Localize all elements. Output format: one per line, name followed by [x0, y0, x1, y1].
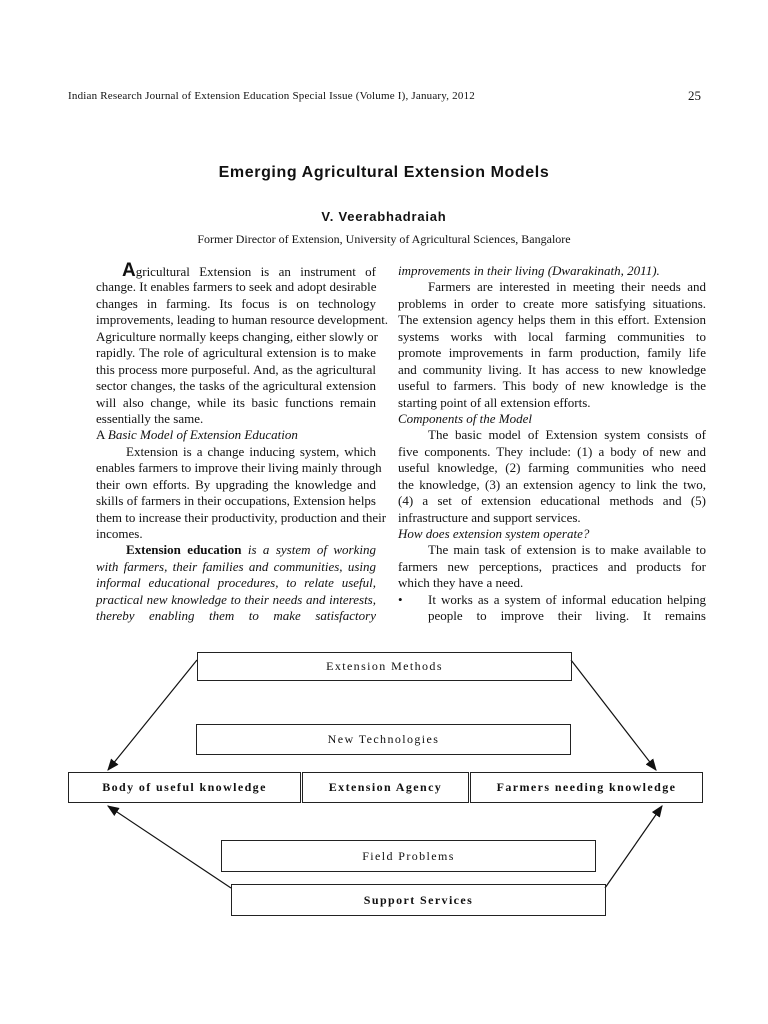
text-line	[398, 460, 706, 476]
text-line	[96, 592, 376, 608]
line-text: people to improve their living. It remains	[428, 608, 706, 624]
text-line	[96, 559, 376, 575]
text-line	[398, 575, 706, 591]
text-line	[398, 378, 706, 394]
text-line	[398, 526, 706, 542]
text-line	[96, 477, 376, 493]
line-text: practical new knowledge to their needs and interests,	[96, 591, 376, 607]
line-text: improvements in their living (Dwarakinath, 2011).	[398, 263, 660, 278]
line-text: Agriculture normally keeps changing, either slowly or	[96, 328, 378, 344]
line-text: informal educational procedures, to relate useful,	[96, 575, 376, 591]
box-field-problems: Field Problems	[221, 840, 596, 872]
line-text: which they have a need.	[398, 575, 524, 591]
text-line	[96, 279, 376, 295]
box-farmers-needing-knowledge: Farmers needing knowledge	[470, 772, 703, 803]
line-text: their own efforts. By upgrading the knowledge and	[96, 476, 376, 492]
text-line	[96, 260, 376, 281]
text-line	[96, 312, 389, 328]
text-line	[96, 493, 376, 509]
text-line	[96, 608, 376, 624]
line-text: The extension agency helps them in this effort. Extension	[398, 312, 706, 328]
line-text: incomes.	[96, 526, 143, 541]
text-line	[96, 509, 387, 526]
page-number: 25	[688, 88, 701, 103]
arrow-support-to-farmers	[605, 806, 662, 888]
text-line	[96, 378, 376, 394]
line-text: and community living. It has access to new knowledge	[398, 361, 706, 377]
author-affiliation: Former Director of Extension, University of Agricultural Sciences, Bangalore	[197, 232, 571, 246]
text-line	[96, 345, 376, 361]
right-text-column	[398, 263, 706, 625]
line-text: change. It enables farmers to seek and adopt desirable	[96, 279, 377, 295]
line-text: is a system of working	[241, 542, 376, 558]
text-line	[398, 329, 706, 345]
line-text: Components of the Model	[398, 410, 532, 426]
text-line	[398, 477, 706, 493]
line-text: farmers new perceptions, practices and products for	[398, 558, 706, 574]
line-text: useful knowledge, (2) farming communities who need	[398, 460, 706, 476]
line-text: thereby enabling them to make satisfactory	[96, 608, 376, 624]
text-line	[398, 263, 706, 279]
drop-cap-letter: A	[122, 260, 136, 281]
text-line	[398, 510, 706, 526]
text-line	[398, 395, 706, 411]
line-text: the knowledge, (3) an extension agency to link the two,	[398, 476, 706, 492]
article-author: V. Veerabhadraiah	[321, 209, 447, 224]
line-text: skills of farmers in their occupations, Extension helps	[96, 493, 376, 509]
line-text: gricultural Extension is an instrument of	[135, 264, 376, 279]
line-text: The main task of extension is to make available to	[428, 542, 706, 558]
text-line	[96, 362, 376, 378]
line-text: infrastructure and support services.	[398, 509, 581, 525]
line-text: sector changes, the tasks of the agricultural extension	[96, 378, 376, 394]
box-extension-methods: Extension Methods	[197, 652, 572, 681]
text-line	[96, 296, 376, 312]
box-extension-agency: Extension Agency	[302, 772, 469, 803]
text-line	[96, 575, 376, 591]
line-text: The basic model of Extension system consists of	[428, 427, 706, 443]
box-body-of-knowledge: Body of useful knowledge	[68, 772, 301, 803]
line-text: improvements, leading to human resource development.	[96, 312, 389, 328]
line-text: It works as a system of informal education helping	[428, 591, 706, 607]
heading-prefix: A	[96, 427, 108, 443]
line-text: this process more purposeful. And, as the agricultural	[96, 361, 376, 377]
arrow-methods-to-farmers	[571, 660, 656, 770]
text-line	[398, 345, 706, 361]
line-text: systems works with local farming communities to	[398, 328, 706, 344]
text-line	[398, 608, 706, 624]
text-line	[96, 329, 376, 345]
left-text-column	[96, 260, 389, 625]
arrow-methods-to-knowledge	[108, 660, 197, 770]
arrow-support-to-knowledge	[108, 806, 231, 888]
text-line	[398, 559, 706, 575]
text-line	[96, 542, 376, 558]
text-line	[398, 427, 706, 443]
box-new-technologies: New Technologies	[196, 724, 571, 755]
journal-header: Indian Research Journal of Extension Education Special Issue (Volume I), January, 2012	[68, 90, 475, 102]
line-text: essentially the same.	[96, 410, 204, 426]
text-line	[398, 493, 706, 509]
text-line	[96, 444, 376, 460]
line-text: enables farmers to improve their living mainly through	[96, 460, 382, 476]
defined-term: Extension education	[126, 542, 242, 558]
line-text: five components. They include: (1) a body of new and	[398, 443, 706, 459]
text-line	[96, 427, 376, 443]
line-text: (4) a set of extension educational methods and (5)	[398, 493, 706, 509]
text-line	[96, 526, 376, 542]
text-line	[398, 411, 706, 427]
article-title: Emerging Agricultural Extension Models	[218, 164, 550, 181]
text-line	[96, 395, 376, 411]
line-text: promote improvements in farm production, family life	[398, 345, 706, 361]
line-text: How does extension system operate?	[398, 526, 590, 541]
text-line	[398, 362, 706, 378]
line-text: will also change, while its basic functions remain	[96, 394, 376, 410]
box-support-services: Support Services	[231, 884, 606, 916]
line-text: Farmers are interested in meeting their needs and	[428, 279, 706, 295]
text-line	[398, 444, 706, 460]
text-line	[398, 279, 706, 295]
text-line	[398, 542, 706, 558]
text-line	[398, 296, 706, 312]
line-text: them to increase their productivity, production and their	[96, 509, 387, 525]
line-text: changes in farming. Its focus is on technology	[96, 295, 376, 311]
text-line	[398, 592, 706, 608]
text-line	[96, 411, 376, 427]
line-text: Extension is a change inducing system, which	[126, 443, 376, 459]
line-text: rapidly. The role of agricultural extension is to make	[96, 345, 376, 361]
line-text: Basic Model of Extension Education	[107, 427, 298, 443]
text-line	[96, 460, 382, 476]
line-text: with farmers, their families and communities, using	[96, 558, 376, 574]
text-line	[398, 312, 706, 328]
bullet-icon: •	[398, 591, 403, 607]
line-text: starting point of all extension efforts.	[398, 394, 591, 410]
line-text: useful to farmers. This body of new knowledge is the	[398, 378, 706, 394]
line-text: problems in order to create more satisfying situations.	[398, 295, 706, 311]
